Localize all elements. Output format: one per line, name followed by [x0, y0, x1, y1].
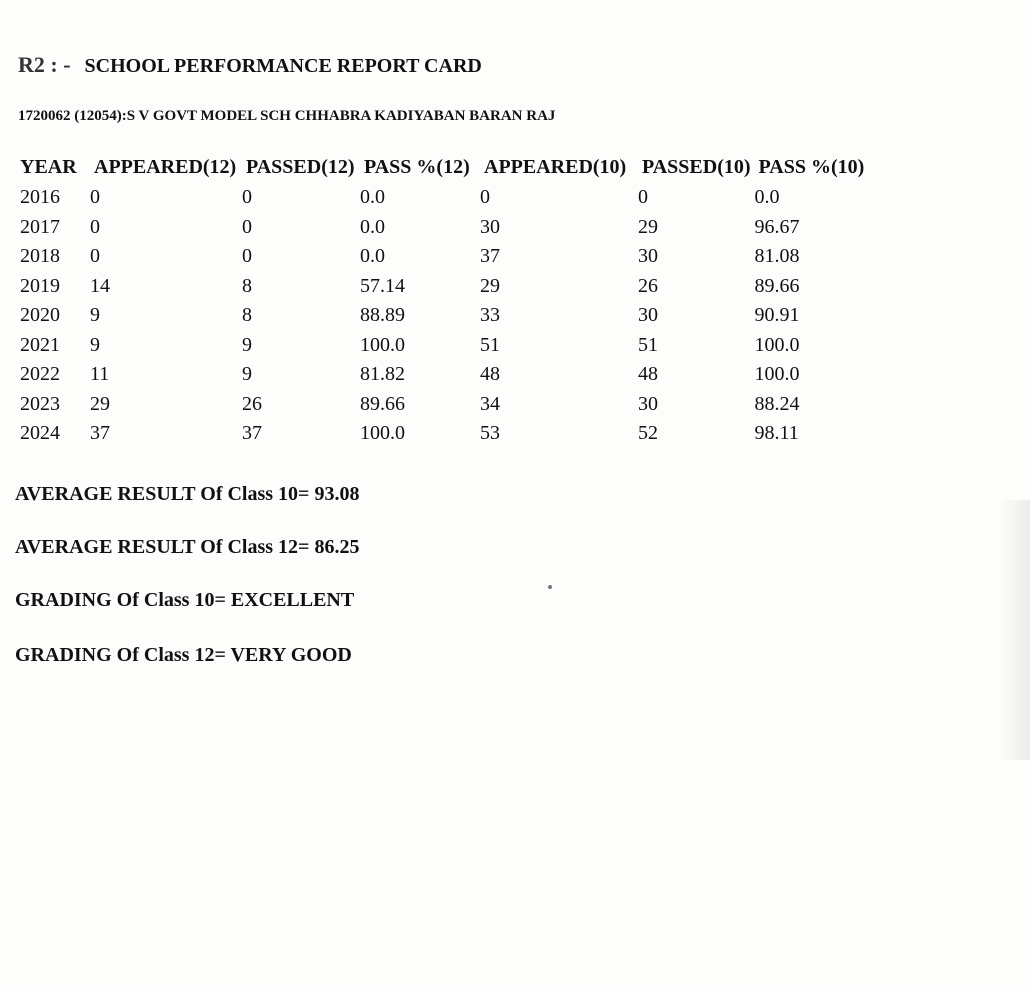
page-shadow: [1000, 500, 1030, 760]
table-row: [16, 213, 868, 243]
column-header-year: YEAR: [20, 156, 77, 178]
cell-appeared-10: 37: [480, 245, 500, 268]
cell-appeared-10: 0: [480, 186, 490, 209]
cell-appeared-10: 30: [480, 215, 500, 238]
cell-year: 2020: [20, 304, 60, 327]
cell-appeared-12: 9: [90, 304, 100, 327]
cell-year: 2016: [20, 186, 60, 209]
school-name: 1720062 (12054):S V GOVT MODEL SCH CHHABRA KADIYABAN BARAN RAJ: [18, 108, 556, 124]
table-header-row: [16, 156, 868, 183]
cell-passed-12: 8: [242, 274, 252, 297]
cell-appeared-12: 0: [90, 215, 100, 238]
table-row: [16, 390, 868, 420]
cell-passed-12: 0: [242, 215, 252, 238]
table-row: [16, 360, 868, 390]
cell-appeared-10: 33: [480, 304, 500, 327]
table-row: [16, 301, 868, 331]
ink-speck: [548, 585, 552, 589]
average-class-12: AVERAGE RESULT Of Class 12= 86.25: [15, 536, 360, 558]
cell-pass-pct-10: 90.91: [754, 304, 800, 327]
cell-year: 2023: [20, 392, 60, 415]
cell-appeared-12: 0: [90, 186, 100, 209]
cell-year: 2018: [20, 245, 60, 268]
cell-passed-10: 52: [638, 422, 658, 445]
cell-appeared-10: 34: [480, 392, 500, 415]
cell-appeared-10: 53: [480, 422, 500, 445]
cell-pass-pct-12: 0.0: [360, 186, 385, 209]
results-table: [16, 156, 868, 449]
cell-appeared-10: 48: [480, 363, 500, 386]
table-row: [16, 272, 868, 302]
cell-appeared-10: 51: [480, 333, 500, 356]
cell-appeared-12: 37: [90, 422, 110, 445]
cell-pass-pct-10: 100.0: [754, 363, 800, 386]
cell-pass-pct-10: 100.0: [754, 333, 800, 356]
cell-pass-pct-10: 98.11: [754, 422, 799, 445]
cell-pass-pct-12: 81.82: [360, 363, 405, 386]
cell-year: 2022: [20, 363, 60, 386]
table-body: [16, 183, 868, 449]
cell-pass-pct-10: 96.67: [754, 215, 800, 238]
cell-passed-10: 48: [638, 363, 658, 386]
cell-passed-12: 37: [242, 422, 262, 445]
cell-year: 2017: [20, 215, 60, 238]
column-header-passed-12: PASSED(12): [246, 156, 355, 178]
cell-appeared-12: 29: [90, 392, 110, 415]
cell-pass-pct-10: 89.66: [754, 274, 800, 297]
cell-pass-pct-12: 0.0: [360, 245, 385, 268]
cell-pass-pct-12: 57.14: [360, 274, 405, 297]
cell-passed-10: 26: [638, 274, 658, 297]
grading-class-12: GRADING Of Class 12= VERY GOOD: [15, 644, 352, 666]
cell-year: 2024: [20, 422, 60, 445]
cell-passed-10: 29: [638, 215, 658, 238]
column-header-appeared-12: APPEARED(12): [94, 156, 237, 178]
average-class-10: AVERAGE RESULT Of Class 10= 93.08: [15, 483, 360, 505]
column-header-passed-10: PASSED(10): [642, 156, 751, 178]
cell-appeared-12: 14: [90, 274, 110, 297]
cell-pass-pct-12: 88.89: [360, 304, 405, 327]
report-code: R2 : -: [18, 52, 71, 77]
table-row: [16, 331, 868, 361]
table-row: [16, 183, 868, 213]
cell-passed-10: 30: [638, 245, 658, 268]
column-header-pass-pct-10: PASS %(10): [758, 156, 865, 178]
cell-passed-12: 8: [242, 304, 252, 327]
cell-passed-10: 30: [638, 392, 658, 415]
cell-passed-10: 30: [638, 304, 658, 327]
table-row: [16, 419, 868, 449]
table-row: [16, 242, 868, 272]
report-header: [18, 52, 482, 78]
column-header-appeared-10: APPEARED(10): [484, 156, 627, 178]
cell-pass-pct-10: 88.24: [754, 392, 800, 415]
cell-pass-pct-12: 100.0: [360, 333, 405, 356]
cell-pass-pct-12: 100.0: [360, 422, 405, 445]
cell-passed-12: 0: [242, 186, 252, 209]
cell-year: 2021: [20, 333, 60, 356]
cell-pass-pct-12: 89.66: [360, 392, 405, 415]
cell-appeared-12: 9: [90, 333, 100, 356]
cell-pass-pct-12: 0.0: [360, 215, 385, 238]
cell-pass-pct-10: 0.0: [754, 186, 780, 209]
cell-pass-pct-10: 81.08: [754, 245, 800, 268]
cell-passed-10: 51: [638, 333, 658, 356]
cell-appeared-12: 0: [90, 245, 100, 268]
cell-year: 2019: [20, 274, 60, 297]
cell-passed-12: 26: [242, 392, 262, 415]
column-header-pass-pct-12: PASS %(12): [364, 156, 470, 178]
cell-appeared-10: 29: [480, 274, 500, 297]
cell-appeared-12: 11: [90, 363, 110, 386]
cell-passed-12: 9: [242, 363, 252, 386]
report-title: SCHOOL PERFORMANCE REPORT CARD: [84, 55, 482, 77]
grading-class-10: GRADING Of Class 10= EXCELLENT: [15, 589, 355, 611]
cell-passed-12: 0: [242, 245, 252, 268]
cell-passed-12: 9: [242, 333, 252, 356]
cell-passed-10: 0: [638, 186, 648, 209]
